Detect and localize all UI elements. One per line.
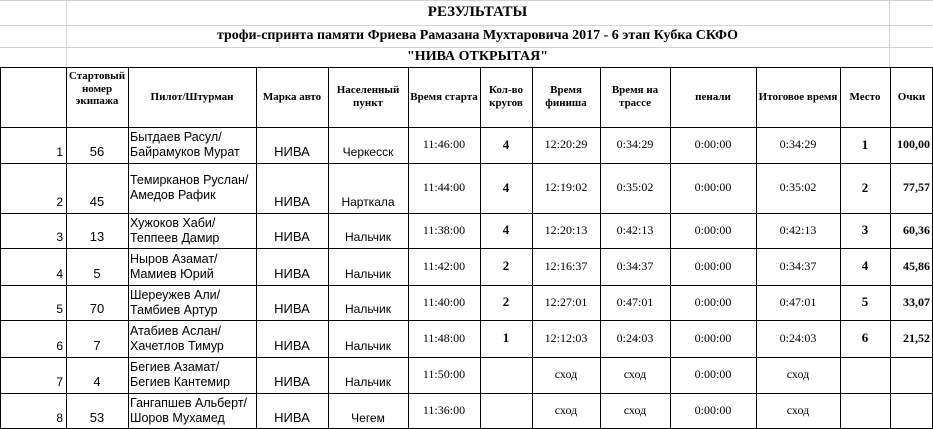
total-time-cell: сход — [786, 367, 810, 382]
place-cell — [840, 393, 890, 429]
place-cell: 6 — [861, 330, 869, 346]
header-laps: Кол-во кругов — [489, 84, 523, 109]
finish-time-cell: 12:20:13 — [544, 222, 588, 237]
track-time-cell: 0:42:13 — [616, 222, 654, 237]
penalty-cell: 0:00:00 — [694, 330, 732, 345]
place-cell: 2 — [861, 179, 869, 195]
place-cell: 5 — [861, 294, 869, 310]
header-pilot: Пилот/Штурман — [150, 90, 234, 103]
pilot-cell: Гангапшев Альберт/ Шоров Мухамед — [130, 396, 248, 425]
total-time-cell: 0:34:29 — [779, 137, 817, 152]
pilot-cell: Бегиев Азамат/ Бегиев Кантемир — [130, 360, 230, 389]
finish-time-cell: сход — [554, 367, 578, 382]
total-time-cell: 0:42:13 — [779, 222, 817, 237]
row-index-cell: 5 — [56, 302, 63, 317]
laps-cell: 4 — [502, 222, 510, 238]
header-track-time: Время на трассе — [611, 84, 659, 109]
track-time-cell: 0:47:01 — [616, 294, 654, 309]
laps-cell: 2 — [502, 258, 510, 274]
car-cell: НИВА — [274, 301, 310, 317]
laps-cell — [480, 357, 532, 393]
total-time-cell: сход — [786, 403, 810, 418]
finish-time-cell: 12:12:03 — [544, 330, 588, 345]
finish-time-cell: сход — [554, 403, 578, 418]
header-finish-time: Время финиша — [545, 84, 587, 109]
pilot-cell: Бытдаев Расул/ Байрамуков Мурат — [130, 130, 240, 159]
start-time-cell: 11:40:00 — [422, 294, 466, 309]
finish-time-cell: 12:20:29 — [544, 137, 588, 152]
row-index-cell: 4 — [56, 267, 63, 282]
points-cell: 77,57 — [903, 180, 930, 195]
finish-time-cell: 12:27:01 — [544, 294, 588, 309]
laps-cell: 2 — [502, 294, 510, 310]
city-cell: Нальчик — [345, 339, 391, 354]
event-subtitle: трофи-спринта памяти Фриева Рамазана Мухтаровича 2017 - 6 этап Кубка СКФО — [216, 27, 739, 43]
track-time-cell: сход — [623, 403, 647, 418]
start-time-cell: 11:36:00 — [422, 403, 466, 418]
points-cell: 45,86 — [903, 258, 930, 273]
laps-cell: 4 — [502, 136, 510, 152]
header-car: Марка авто — [262, 90, 322, 103]
car-cell: НИВА — [274, 338, 310, 354]
start-number-cell: 7 — [93, 338, 101, 354]
row-index-cell: 6 — [56, 339, 63, 354]
start-number-cell: 70 — [89, 301, 105, 317]
track-time-cell: сход — [623, 367, 647, 382]
header-city: Населенный пункт — [336, 84, 400, 109]
total-time-cell: 0:34:37 — [779, 258, 817, 273]
start-number-cell: 53 — [89, 410, 105, 426]
header-points: Очки — [897, 90, 926, 103]
points-cell: 60,36 — [903, 222, 930, 237]
header-start-time: Время старта — [410, 90, 478, 103]
penalty-cell: 0:00:00 — [694, 258, 732, 273]
car-cell: НИВА — [274, 266, 310, 282]
row-index-cell: 8 — [56, 411, 63, 426]
penalty-cell: 0:00:00 — [694, 180, 732, 195]
points-cell: 33,07 — [903, 294, 930, 309]
penalty-cell: 0:00:00 — [694, 222, 732, 237]
start-time-cell: 11:42:00 — [422, 258, 466, 273]
header-total-time: Итоговое время — [758, 90, 838, 103]
laps-cell — [480, 393, 532, 429]
city-cell: Чегем — [351, 411, 385, 426]
car-cell: НИВА — [274, 410, 310, 426]
points-cell — [890, 357, 933, 393]
track-time-cell: 0:34:37 — [616, 258, 654, 273]
track-time-cell: 0:34:29 — [616, 137, 654, 152]
place-cell: 3 — [861, 222, 869, 238]
start-time-cell: 11:44:00 — [422, 180, 466, 195]
city-cell: Нальчик — [345, 302, 391, 317]
laps-cell: 4 — [502, 179, 510, 195]
finish-time-cell: 12:16:37 — [544, 258, 588, 273]
track-time-cell: 0:24:03 — [616, 330, 654, 345]
city-cell: Нальчик — [345, 375, 391, 390]
city-cell: Черкесск — [342, 145, 394, 160]
start-time-cell: 11:50:00 — [422, 367, 466, 382]
start-time-cell: 11:46:00 — [422, 137, 466, 152]
car-cell: НИВА — [274, 144, 310, 160]
start-number-cell: 56 — [89, 144, 105, 160]
start-number-cell: 13 — [89, 229, 105, 245]
penalty-cell: 0:00:00 — [694, 367, 732, 382]
header-start-number: Стартовый номер экипажа — [68, 70, 126, 108]
total-time-cell: 0:24:03 — [779, 330, 817, 345]
car-cell: НИВА — [274, 194, 310, 210]
total-time-cell: 0:47:01 — [779, 294, 817, 309]
finish-time-cell: 12:19:02 — [544, 180, 588, 195]
pilot-cell: Хужоков Хаби/ Теппеев Дамир — [130, 215, 220, 245]
city-cell: Нальчик — [345, 267, 391, 282]
row-index-cell: 2 — [56, 195, 63, 210]
row-index-cell: 1 — [56, 145, 63, 160]
row-index-cell: 7 — [56, 375, 63, 390]
pilot-cell: Ныров Азамат/ Мамиев Юрий — [130, 251, 218, 281]
pilot-cell: Атабиев Аслан/ Хачетлов Тимур — [130, 323, 224, 353]
penalty-cell: 0:00:00 — [694, 137, 732, 152]
header-place: Место — [849, 90, 881, 103]
row-index-cell: 3 — [56, 230, 63, 245]
total-time-cell: 0:35:02 — [779, 180, 817, 195]
points-cell — [890, 393, 933, 429]
points-cell: 21,52 — [903, 330, 930, 345]
results-title: РЕЗУЛЬТАТЫ — [427, 3, 528, 20]
pilot-cell: Шереужев Али/ Тамбиев Артур — [130, 287, 221, 317]
city-cell: Нарткала — [341, 195, 395, 210]
points-cell: 100,00 — [897, 137, 930, 152]
city-cell: Нальчик — [345, 230, 391, 245]
start-time-cell: 11:48:00 — [422, 330, 466, 345]
class-name: "НИВА ОТКРЫТАЯ" — [407, 48, 548, 64]
start-number-cell: 4 — [93, 374, 101, 390]
header-penalty: пенали — [695, 90, 731, 103]
start-number-cell: 5 — [93, 266, 101, 282]
pilot-cell: Темирканов Руслан/ Амедов Рафик — [130, 173, 249, 202]
penalty-cell: 0:00:00 — [694, 403, 732, 418]
laps-cell: 1 — [502, 330, 510, 346]
car-cell: НИВА — [274, 374, 310, 390]
track-time-cell: 0:35:02 — [616, 180, 654, 195]
start-number-cell: 45 — [89, 194, 105, 210]
penalty-cell: 0:00:00 — [694, 294, 732, 309]
place-cell: 1 — [861, 136, 869, 152]
start-time-cell: 11:38:00 — [422, 222, 466, 237]
car-cell: НИВА — [274, 229, 310, 245]
place-cell: 4 — [861, 258, 869, 274]
place-cell — [840, 357, 890, 393]
